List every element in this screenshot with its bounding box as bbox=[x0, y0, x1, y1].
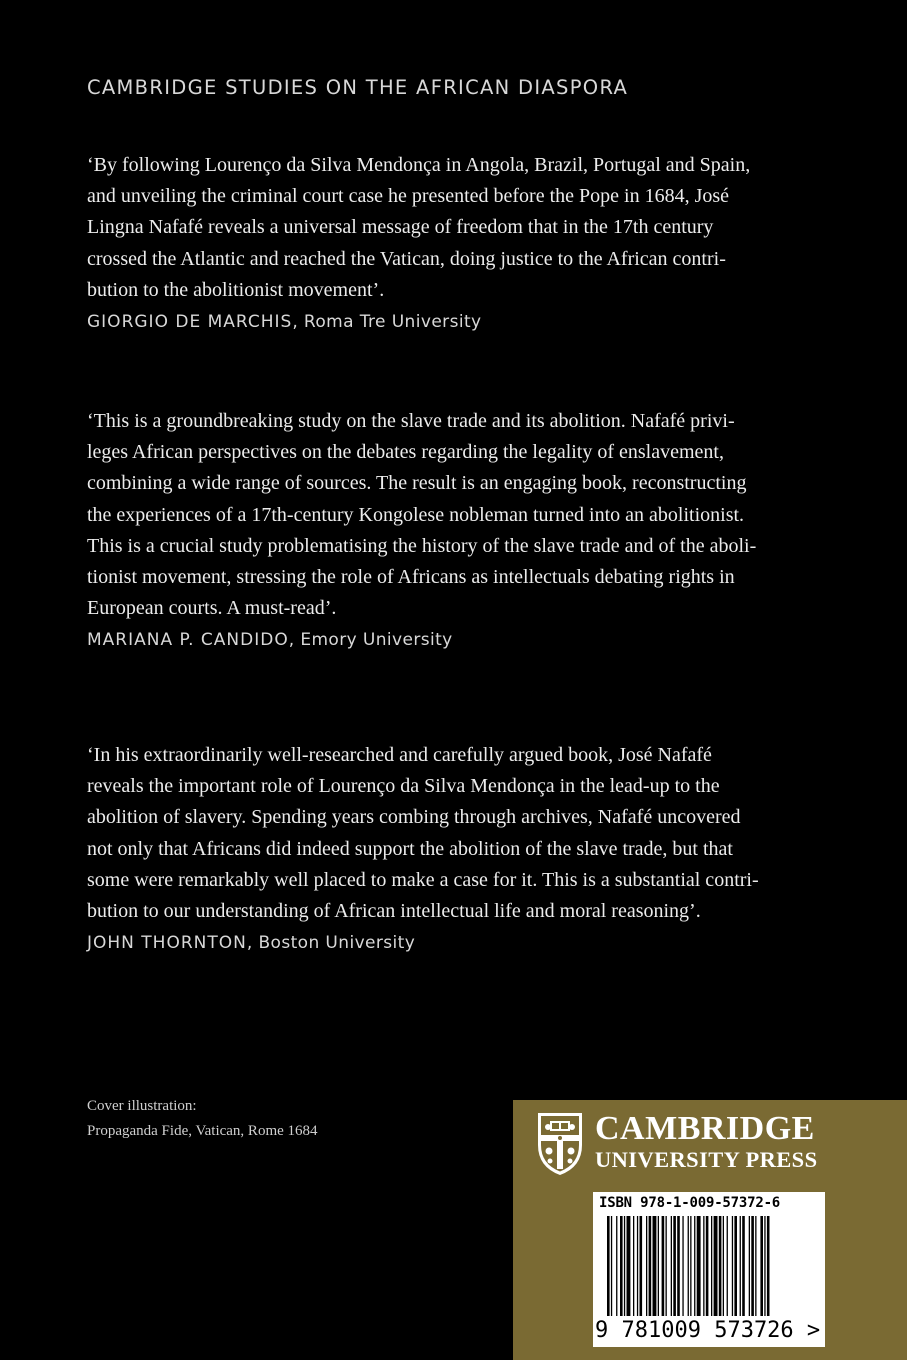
endorsement-1 bbox=[87, 150, 847, 332]
quote-line: not only that Africans did indeed support the abolition of the slave trade, but that bbox=[87, 837, 733, 860]
quote-line: bution to the abolitionist movement’. bbox=[87, 278, 385, 301]
endorsement-quote bbox=[87, 406, 847, 624]
endorser-name: JOHN THORNTON bbox=[87, 933, 247, 954]
quote-line: the experiences of a 17th-century Kongolese nobleman turned into an abolitionist. bbox=[87, 503, 745, 526]
endorser-affiliation: , Boston University bbox=[246, 933, 416, 954]
quote-line: bution to our understanding of African intellectual life and moral reasoning’. bbox=[87, 900, 701, 923]
endorser-name: GIORGIO DE MARCHIS bbox=[87, 312, 293, 333]
endorsement-attribution bbox=[87, 933, 847, 953]
quote-line: abolition of slavery. Spending years combing through archives, Nafafé uncovered bbox=[87, 806, 741, 829]
isbn-label: ISBN 978-1-009-57372-6 bbox=[599, 1195, 781, 1211]
quote-line: ‘By following Lourenço da Silva Mendonça in Angola, Brazil, Portugal and Spain, bbox=[87, 154, 751, 176]
publisher-name bbox=[595, 1110, 818, 1172]
cambridge-crest-icon bbox=[536, 1111, 584, 1177]
publisher-name-line2: UNIVERSITY PRESS bbox=[595, 1147, 818, 1172]
endorsement-2 bbox=[87, 406, 847, 650]
quote-line: crossed the Atlantic and reached the Vatican, doing justice to the African contri- bbox=[87, 247, 726, 270]
endorser-affiliation: , Emory University bbox=[288, 630, 453, 651]
credit-line: Cover illustration: bbox=[87, 1098, 197, 1114]
series-title: CAMBRIDGE STUDIES ON THE AFRICAN DIASPORA bbox=[87, 76, 629, 99]
quote-line: leges African perspectives on the debates regarding the legality of enslavement, bbox=[87, 441, 724, 464]
quote-line: tionist movement, stressing the role of Africans as intellectuals debating rights in bbox=[87, 566, 735, 589]
quote-line: ‘This is a groundbreaking study on the slave trade and its abolition. Nafafé privi- bbox=[87, 410, 735, 432]
quote-line: This is a crucial study problematising the history of the slave trade and of the aboli- bbox=[87, 534, 757, 557]
cover-illustration-credit bbox=[87, 1094, 318, 1144]
endorsement-3 bbox=[87, 740, 847, 953]
publisher-panel bbox=[513, 1100, 907, 1360]
quote-line: reveals the important role of Lourenço da Silva Mendonça in the lead-up to the bbox=[87, 775, 720, 798]
quote-line: ‘In his extraordinarily well-researched and carefully argued book, José Nafafé bbox=[87, 744, 712, 766]
quote-line: some were remarkably well placed to make a case for it. This is a substantial contri- bbox=[87, 868, 759, 891]
quote-line: and unveiling the criminal court case he presented before the Pope in 1684, José bbox=[87, 185, 730, 208]
publisher-name-line1: CAMBRIDGE bbox=[595, 1110, 815, 1147]
barcode-digits: 9 781009 573726 > bbox=[595, 1318, 821, 1343]
quote-line: European courts. A must-read’. bbox=[87, 597, 337, 620]
endorsement-quote bbox=[87, 740, 847, 927]
quote-line: combining a wide range of sources. The result is an engaging book, reconstructing bbox=[87, 472, 747, 495]
quote-line: Lingna Nafafé reveals a universal message of freedom that in the 17th century bbox=[87, 216, 714, 239]
credit-line: Propaganda Fide, Vatican, Rome 1684 bbox=[87, 1123, 318, 1139]
endorser-name: MARIANA P. CANDIDO bbox=[87, 630, 289, 651]
barcode-icon bbox=[593, 1216, 825, 1320]
endorsement-quote bbox=[87, 150, 847, 306]
endorser-affiliation: , Roma Tre University bbox=[292, 312, 482, 333]
endorsement-attribution bbox=[87, 630, 847, 650]
isbn-barcode bbox=[593, 1192, 825, 1347]
endorsement-attribution bbox=[87, 312, 847, 332]
